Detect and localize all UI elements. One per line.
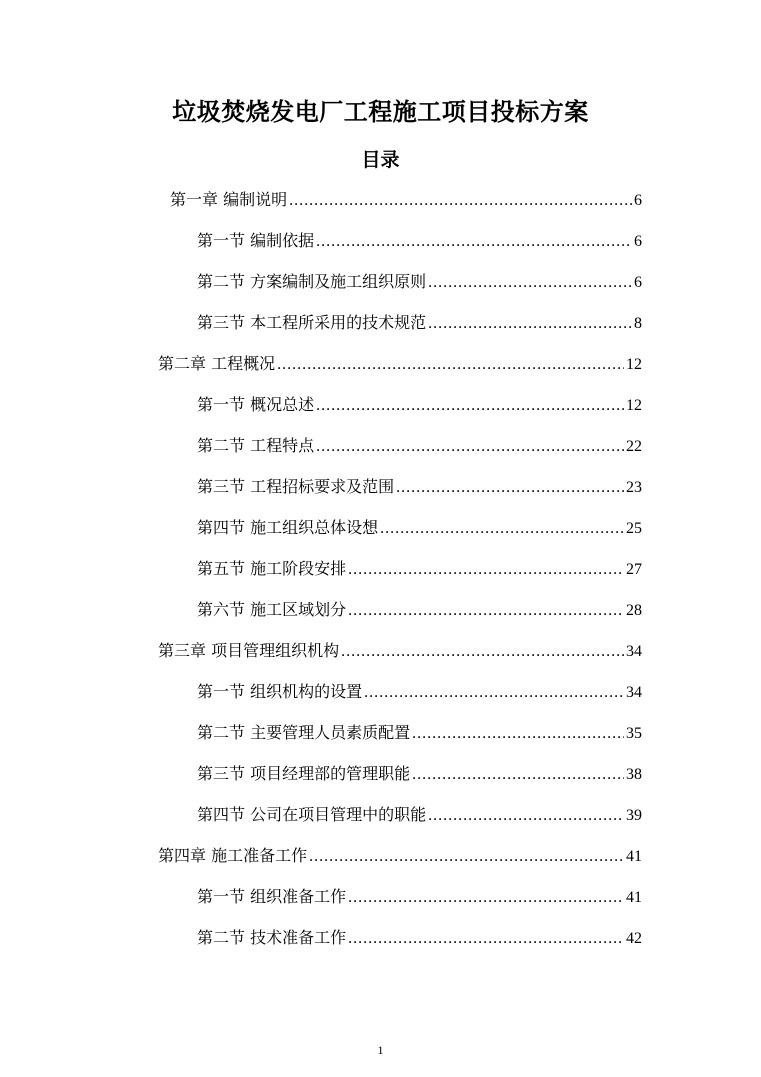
toc-page-number: 38 (626, 766, 642, 783)
toc-leader-dots (412, 721, 624, 747)
toc-chapter-2[interactable] (158, 351, 642, 377)
toc-entry-title: 第二节 技术准备工作 (197, 928, 347, 947)
toc-leader-dots (428, 803, 624, 829)
toc-entry-title: 第四节 施工组织总体设想 (197, 518, 379, 537)
toc-page-number: 28 (626, 602, 642, 619)
toc-entry-title: 第二节 主要管理人员素质配置 (197, 723, 411, 742)
toc-leader-dots (348, 598, 624, 624)
toc-heading: 目录 (361, 149, 400, 171)
toc-section-2-3[interactable] (197, 474, 642, 500)
toc-section-3-3[interactable] (197, 761, 642, 787)
toc-entry-title: 第三节 项目经理部的管理职能 (197, 764, 411, 783)
toc-leader-dots (428, 311, 632, 337)
toc-section-2-1[interactable] (197, 392, 642, 418)
toc-page-number: 34 (626, 643, 642, 660)
toc-section-1-1[interactable] (197, 228, 642, 254)
toc-page-number: 34 (626, 684, 642, 701)
toc-section-1-2[interactable] (197, 269, 642, 295)
toc-section-2-4[interactable] (197, 515, 642, 541)
toc-entry-title: 第三节 本工程所采用的技术规范 (197, 313, 427, 332)
document-title: 垃圾焚烧发电厂工程施工项目投标方案 (172, 98, 589, 126)
toc-page-number: 12 (626, 397, 642, 414)
toc-section-4-2[interactable] (197, 925, 642, 951)
toc-leader-dots (412, 762, 624, 788)
toc-leader-dots (348, 557, 624, 583)
toc-leader-dots (289, 188, 632, 214)
toc-page-number: 41 (626, 848, 642, 865)
toc-page-number: 25 (626, 520, 642, 537)
toc-leader-dots (316, 229, 632, 255)
toc-page-number: 6 (634, 233, 642, 250)
toc-page-number: 6 (634, 274, 642, 291)
toc-entry-title: 第六节 施工区域划分 (197, 600, 347, 619)
toc-entry-title: 第二章 工程概况 (158, 354, 276, 373)
toc-entry-title: 第一节 编制依据 (197, 231, 315, 250)
toc-leader-dots (396, 475, 624, 501)
toc-section-1-3[interactable] (197, 310, 642, 336)
toc-entry-title: 第三章 项目管理组织机构 (158, 641, 340, 660)
toc-leader-dots (380, 516, 624, 542)
toc-leader-dots (309, 844, 624, 870)
toc-leader-dots (341, 639, 624, 665)
toc-page-number: 27 (626, 561, 642, 578)
toc-section-2-5[interactable] (197, 556, 642, 582)
toc-leader-dots (348, 885, 624, 911)
toc-entry-title: 第四章 施工准备工作 (158, 846, 308, 865)
page-number: 1 (377, 1043, 384, 1057)
toc-section-2-2[interactable] (197, 433, 642, 459)
toc-leader-dots (428, 270, 632, 296)
toc-section-3-2[interactable] (197, 720, 642, 746)
toc-page-number: 39 (626, 807, 642, 824)
toc-leader-dots (364, 680, 624, 706)
toc-entry-title: 第一章 编制说明 (170, 190, 288, 209)
toc-section-4-1[interactable] (197, 884, 642, 910)
toc-section-2-6[interactable] (197, 597, 642, 623)
toc-entry-title: 第一节 组织准备工作 (197, 887, 347, 906)
toc-entry-title: 第四节 公司在项目管理中的职能 (197, 805, 427, 824)
toc-page-number: 35 (626, 725, 642, 742)
toc-section-3-1[interactable] (197, 679, 642, 705)
toc-entry-title: 第二节 方案编制及施工组织原则 (197, 272, 427, 291)
toc-page-number: 42 (626, 930, 642, 947)
toc-page-number: 22 (626, 438, 642, 455)
toc-page-number: 41 (626, 889, 642, 906)
toc-entry-title: 第三节 工程招标要求及范围 (197, 477, 395, 496)
toc-leader-dots (348, 926, 624, 952)
toc-chapter-4[interactable] (158, 843, 642, 869)
toc-entry-title: 第二节 工程特点 (197, 436, 315, 455)
toc-leader-dots (316, 434, 624, 460)
toc-page-number: 12 (626, 356, 642, 373)
toc-entry-title: 第五节 施工阶段安排 (197, 559, 347, 578)
toc-entry-title: 第一节 概况总述 (197, 395, 315, 414)
toc-leader-dots (316, 393, 624, 419)
toc-page-number: 6 (634, 192, 642, 209)
toc-page-number: 23 (626, 479, 642, 496)
toc-page-number: 8 (634, 315, 642, 332)
toc-section-3-4[interactable] (197, 802, 642, 828)
toc-chapter-1[interactable] (170, 187, 642, 213)
toc-entry-title: 第一节 组织机构的设置 (197, 682, 363, 701)
toc-leader-dots (277, 352, 624, 378)
toc-chapter-3[interactable] (158, 638, 642, 664)
